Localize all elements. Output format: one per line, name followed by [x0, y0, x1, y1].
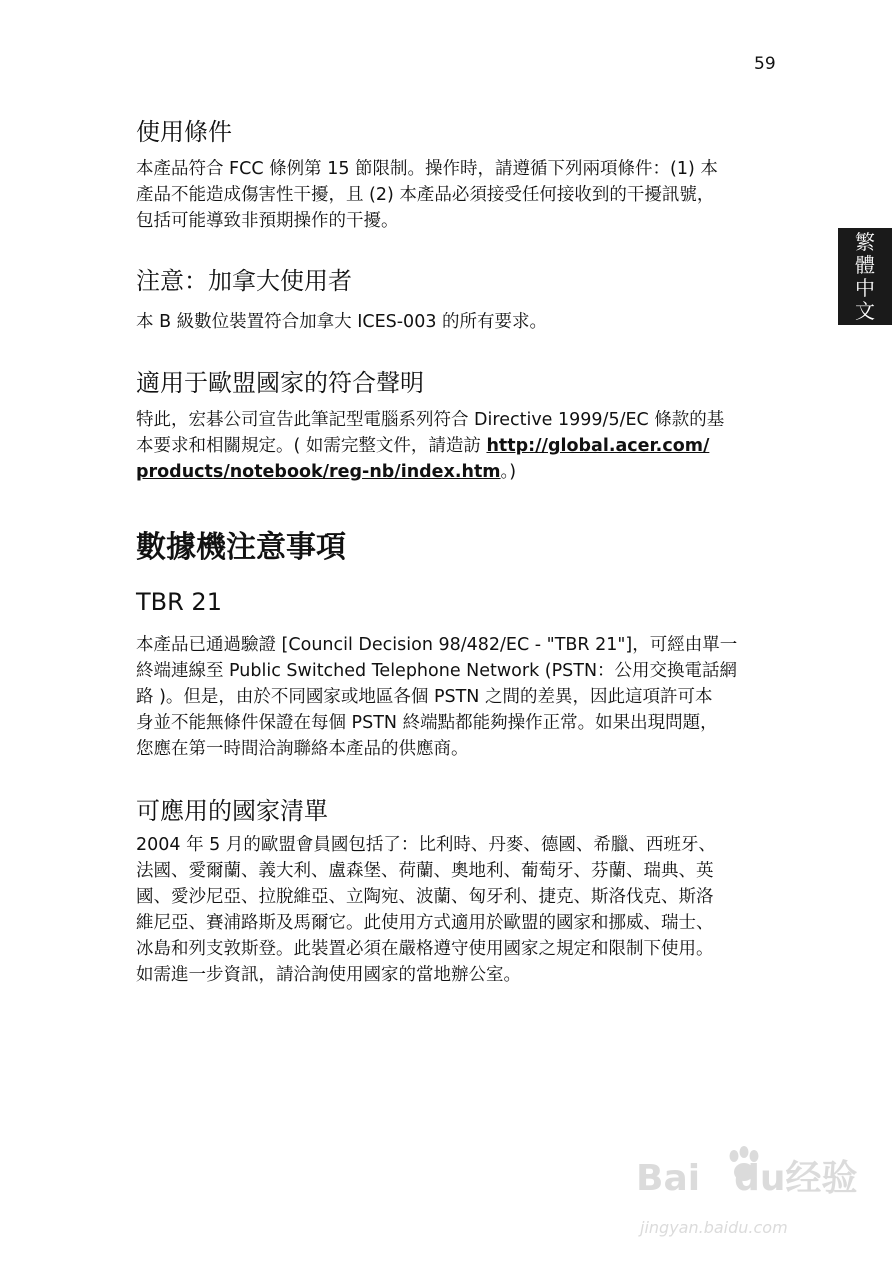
paragraph-line: 特此，宏碁公司宣告此筆記型電腦系列符合 Directive 1999/5/EC 條款的基: [136, 410, 725, 430]
tbr21-paragraph: [136, 632, 776, 762]
paragraph-line: 冰島和列支敦斯登。此裝置必須在嚴格遵守使用國家之規定和限制下使用。: [136, 939, 714, 959]
paragraph-line: 包括可能導致非預期操作的干擾。: [136, 211, 399, 231]
language-tab-char: 中: [855, 275, 875, 300]
paragraph-line: 身並不能無條件保證在每個 PSTN 終端點都能夠操作正常。如果出現問題，: [136, 713, 718, 733]
paragraph-line: 路 )。但是，由於不同國家或地區各個 PSTN 之間的差異，因此這項許可本: [136, 687, 713, 707]
paragraph-line: 您應在第一時間洽詢聯絡本產品的供應商。: [136, 739, 469, 759]
section-title-country-list: 可應用的國家清單: [136, 797, 328, 825]
paragraph-line: 本 B 級數位裝置符合加拿大 ICES-003 的所有要求。: [136, 312, 548, 332]
paragraph-line: 維尼亞、賽浦路斯及馬爾它。此使用方式適用於歐盟的國家和挪威、瑞士、: [136, 913, 714, 933]
paragraph-line: 產品不能造成傷害性干擾，且 (2) 本產品必須接受任何接收到的干擾訊號，: [136, 185, 715, 205]
paragraph-line: 法國、愛爾蘭、義大利、盧森堡、荷蘭、奧地利、葡萄牙、芬蘭、瑞典、英: [136, 861, 714, 881]
language-tab-char: 體: [855, 252, 875, 277]
paragraph-line: 本產品符合 FCC 條例第 15 節限制。操作時，請遵循下列兩項條件：(1) 本: [136, 159, 718, 179]
paragraph-text: 本要求和相關規定。( 如需完整文件，請造訪: [136, 436, 487, 456]
language-tab-char: 文: [855, 298, 875, 323]
baidu-jingyan-watermark: [636, 1150, 856, 1245]
eu-declaration-paragraph: [136, 407, 776, 485]
section-title-modem-notices: 數據機注意事項: [136, 530, 346, 565]
watermark-logo-text: du: [734, 1158, 786, 1199]
language-tab-char: 繁: [855, 229, 875, 254]
paragraph-line: [136, 459, 776, 485]
usage-conditions-paragraph: [136, 156, 776, 234]
country-list-paragraph: [136, 832, 776, 988]
paragraph-line: 終端連線至 Public Switched Telephone Network (PSTN：公用交換電話網: [136, 661, 738, 681]
page-number: 59: [754, 54, 776, 74]
paragraph-line: 本產品已通過驗證 [Council Decision 98/482/EC - "TBR 21"]，可經由單一: [136, 635, 738, 655]
canada-notice-paragraph: [136, 309, 776, 335]
paragraph-line: 2004 年 5 月的歐盟會員國包括了：比利時、丹麥、德國、希臘、西班牙、: [136, 835, 716, 855]
section-title-eu-declaration: 適用于歐盟國家的符合聲明: [136, 369, 424, 397]
watermark-logo-text: Bai: [636, 1158, 701, 1199]
paragraph-line: 如需進一步資訊，請洽詢使用國家的當地辦公室。: [136, 965, 521, 985]
watermark-logo-text: 经验: [785, 1158, 858, 1199]
paw-icon: [724, 1146, 764, 1186]
language-tab: [838, 228, 892, 325]
section-title-canada-notice: 注意：加拿大使用者: [136, 267, 352, 295]
acer-regulation-link-continued[interactable]: products/notebook/reg-nb/index.htm: [136, 462, 501, 482]
acer-regulation-link[interactable]: http://global.acer.com/: [486, 436, 710, 456]
paragraph-line: 國、愛沙尼亞、拉脫維亞、立陶宛、波蘭、匈牙利、捷克、斯洛伐克、斯洛: [136, 887, 714, 907]
paragraph-text: 。): [500, 462, 517, 482]
section-title-tbr21: TBR 21: [136, 588, 222, 616]
section-title-usage-conditions: 使用條件: [136, 118, 232, 146]
watermark-url: jingyan.baidu.com: [640, 1218, 788, 1237]
paragraph-line: [136, 433, 776, 459]
